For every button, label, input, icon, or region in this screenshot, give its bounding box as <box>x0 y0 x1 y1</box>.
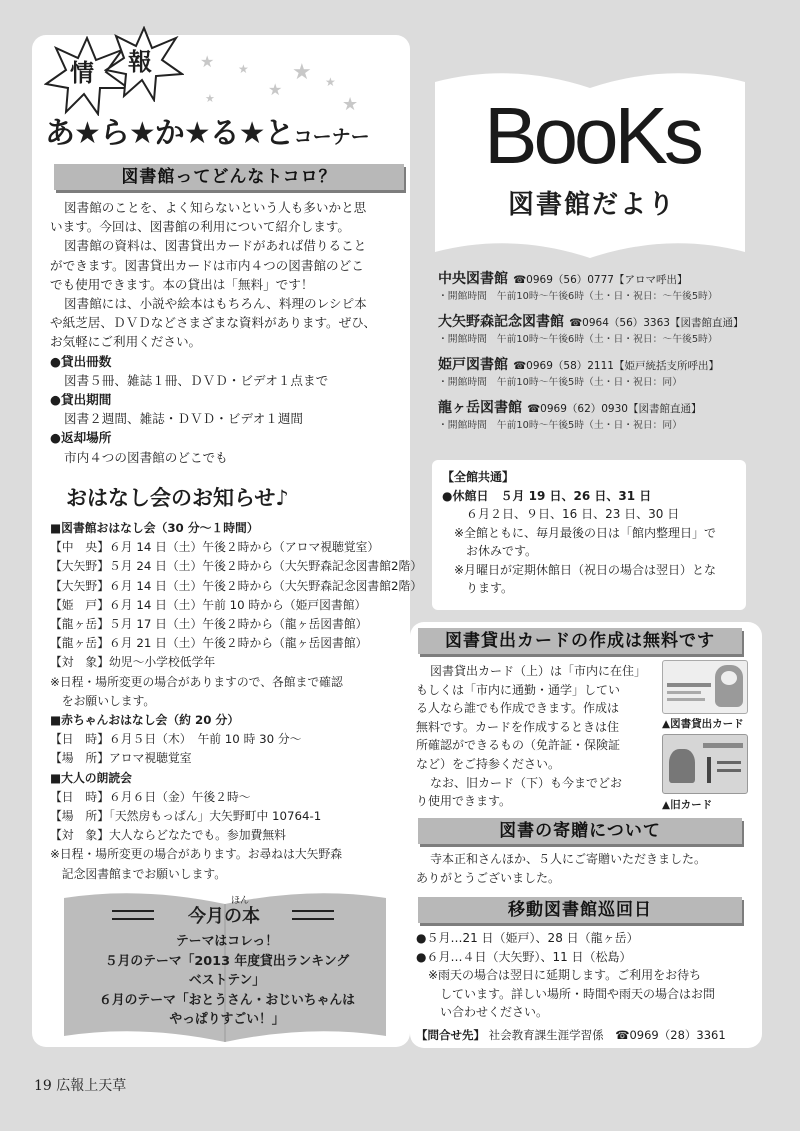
text-line: 【龍ヶ岳】６月 21 日（土）午後２時から（龍ヶ岳図書館） <box>50 636 368 651</box>
text-line: 【龍ヶ岳】５月 17 日（土）午後２時から（龍ヶ岳図書館） <box>50 617 368 632</box>
text-line: ６月２日、９日、16 日、23 日、30 日 <box>442 507 680 521</box>
text-line: ●休館日 ５月 19 日、26 日、31 日 <box>442 488 652 503</box>
star-icon: ★ <box>292 60 312 85</box>
text-line: り使用できます。 <box>416 794 512 809</box>
text-line: なお、旧カード（下）も今までどお <box>430 775 623 790</box>
text-line: ６月のテーマ「おとうさん・おじいちゃんは <box>99 992 355 1008</box>
section-heading-donation: 図書の寄贈について <box>418 818 742 844</box>
book-of-month-rule-right <box>292 910 334 920</box>
text-line: ※雨天の場合は翌日に延期します。ご利用をお待ち <box>416 968 702 983</box>
common-heading: 【全館共通】 <box>442 470 515 484</box>
book-of-month-ruby: ほん <box>231 896 250 906</box>
text-line: います。今回は、図書館の利用について紹介します。 <box>50 219 350 235</box>
library-hours: ・開館時間 午前10時～午後5時（土・日・祝日：同） <box>438 420 683 431</box>
page-number: 19 <box>34 1078 52 1094</box>
old-card-caption: ▲旧カード <box>662 799 713 811</box>
text-line: 【日 時】６月６日（金）午後２時～ <box>50 789 251 804</box>
common-info-text <box>442 468 742 598</box>
book-of-month-text <box>64 932 390 1030</box>
text-line: をお願いします。 <box>50 693 156 708</box>
text-line: しています。詳しい場所・時間や雨天の場合はお問 <box>416 986 716 1001</box>
info-value: 図書５冊、雑誌１冊、ＤＶＤ・ビデオ１点まで <box>64 372 329 388</box>
text-line: や紙芝居、ＤＶＤなどさまざまな資料があります。ぜひ、 <box>50 315 376 331</box>
text-line: 【姫 戸】６月 14 日（土）午前 10 時から（姫戸図書館） <box>50 597 367 612</box>
library-hours: ・開館時間 午前10時～午後5時（土・日・祝日：同） <box>438 377 683 388</box>
text-line: る人なら誰でも作成できます。作成は <box>416 701 620 716</box>
library-entry <box>438 397 768 440</box>
section-heading-library-intro: 図書館ってどんなトコロ？ <box>54 164 404 190</box>
text-line: ※日程・場所変更の場合がありますので、各館まで確認 <box>50 674 343 689</box>
library-tel: ☎0969（56）0777【アロマ呼出】 <box>513 274 688 286</box>
info-label: ●貸出冊数 <box>50 353 112 369</box>
text-line: ●６月…４日（大矢野）、11 日（松島） <box>416 949 632 964</box>
text-line: ります。 <box>442 581 514 595</box>
books-subtitle: 図書館だより <box>507 190 676 220</box>
badge-char-1: 情 <box>70 59 94 87</box>
text-line: 【中 央】６月 14 日（土）午後２時から（アロマ視聴覚室） <box>50 540 380 555</box>
star-icon: ★ <box>342 94 359 115</box>
text-line: 無料です。カードを作成するときは住 <box>416 719 620 734</box>
contact-line <box>416 1027 726 1043</box>
library-card-icon <box>662 660 748 714</box>
library-entry <box>438 354 768 397</box>
text-line: テーマはコレっ！ <box>176 934 278 949</box>
section-heading-card: 図書貸出カードの作成は無料です <box>418 628 742 654</box>
star-icon: ★ <box>238 62 249 76</box>
star-icon: ★ <box>205 92 215 105</box>
library-name: 龍ヶ岳図書館 <box>438 400 522 416</box>
info-value: 図書２週間、雑誌・ＤＶＤ・ビデオ１週間 <box>64 411 304 427</box>
text-line: 寺本正和さんほか、５人にご寄贈いただきました。 <box>430 852 707 866</box>
book-of-month-rule-left <box>112 910 154 920</box>
text-line: ※日程・場所変更の場合があります。お尋ねは大矢野森 <box>50 847 343 862</box>
contact-label: 【問合せ先】 <box>416 1028 485 1042</box>
info-label: ●貸出期間 <box>50 392 112 408</box>
text-line: ※全館ともに、毎月最後の日は「館内整理日」で <box>442 525 717 540</box>
storytime-text <box>50 519 423 884</box>
badge-char-2: 報 <box>128 48 152 76</box>
text-line: 図書館のことを、よく知らないという人も多いかと思 <box>64 200 367 215</box>
library-hours: ・開館時間 午前10時～午後6時（土・日・祝日：～午後5時） <box>438 334 718 345</box>
text-line: ■大人の朗読会 <box>50 770 132 785</box>
library-card-icon <box>662 734 748 794</box>
text-line: もしくは「市内に通勤・通学」してい <box>416 682 621 697</box>
text-line: 【大矢野】６月 14 日（土）午後２時から（大矢野森記念図書館2階） <box>50 578 423 593</box>
text-line: お休みです。 <box>442 544 538 558</box>
corner-title-main: あ★ら★か★る★と <box>45 116 294 151</box>
donation-text <box>416 850 756 887</box>
text-line: ベストテン」 <box>188 973 266 988</box>
text-line: 図書館には、小説や絵本はもちろん、料理のレシピ本 <box>64 296 367 312</box>
text-line: 【場 所】「天然房もっぱん」大矢野町中 10764-1 <box>50 809 322 824</box>
star-icon: ★ <box>325 75 336 89</box>
text-line: お気軽にご利用ください。 <box>50 334 202 350</box>
text-line: ※月曜日が定期休館日（祝日の場合は翌日）とな <box>442 562 717 577</box>
contact-value: 社会教育課生涯学習係 ☎0969（28）3361 <box>488 1028 726 1042</box>
books-logo: BooKs <box>484 91 700 180</box>
text-line: 図書館の資料は、図書貸出カードがあれば借りること <box>64 238 367 254</box>
text-line: 【場 所】アロマ視聴覚室 <box>50 751 192 766</box>
text-line: ■赤ちゃんおはなし会（約 20 分） <box>50 713 240 728</box>
library-name: 中央図書館 <box>438 271 508 287</box>
mobile-text <box>416 929 756 1022</box>
corner-title-suffix: コーナー <box>293 126 370 148</box>
info-value: 市内４つの図書館のどこでも <box>64 449 228 465</box>
corner-title <box>45 108 370 152</box>
text-line: ありがとうございました。 <box>416 870 561 885</box>
text-line: 記念図書館までお願いします。 <box>50 866 227 881</box>
library-tel: ☎0969（58）2111【姫戸統括支所呼出】 <box>513 360 719 372</box>
text-line: ができます。図書貸出カードは市内４つの図書館のどこ <box>50 257 364 273</box>
card-text <box>416 662 656 811</box>
library-name: 大矢野森記念図書館 <box>438 314 564 330</box>
book-of-month-title: 今月の本 <box>188 906 260 927</box>
text-line: ５月のテーマ「2013 年度貸出ランキング <box>104 953 350 969</box>
library-hours: ・開館時間 午前10時～午後6時（土・日・祝日：～午後5時） <box>438 291 718 302</box>
star-icon: ★ <box>268 80 283 99</box>
library-name: 姫戸図書館 <box>438 357 508 373</box>
library-entry <box>438 268 768 311</box>
text-line: 【日 時】６月５日（木） 午前 10 時 30 分～ <box>50 732 302 747</box>
library-intro-text <box>50 198 406 467</box>
library-tel: ☎0969（62）0930【図書館直通】 <box>527 403 702 415</box>
text-line: ●５月…21 日（姫戸）、28 日（龍ヶ岳） <box>416 931 639 945</box>
section-heading-mobile: 移動図書館巡回日 <box>418 897 742 923</box>
library-tel: ☎0964（56）3363【図書館直通】 <box>569 317 744 329</box>
storytime-heading: おはなし会のお知らせ♪ <box>66 486 289 510</box>
text-line: やっぱりすごい！」 <box>169 1012 285 1027</box>
text-line: 図書貸出カード（上）は「市内に在住」 <box>430 664 647 678</box>
star-icon: ★ <box>200 52 215 71</box>
text-line: でも使用できます。本の貸出は「無料」です！ <box>50 276 314 292</box>
text-line: 【対 象】幼児～小学校低学年 <box>50 655 216 670</box>
publication-name: 広報上天草 <box>56 1078 127 1094</box>
text-line: など）をご持参ください。 <box>416 756 561 771</box>
text-line: ■図書館おはなし会（30 分～１時間） <box>50 521 259 535</box>
info-label: ●返却場所 <box>50 430 112 446</box>
text-line: 【対 象】大人ならどなたでも。参加費無料 <box>50 828 286 843</box>
text-line: 所確認ができるもの（免許証・保険証 <box>416 738 621 753</box>
page-footer <box>34 1075 126 1095</box>
library-entry <box>438 311 768 354</box>
new-card-caption: ▲図書貸出カード <box>662 718 744 730</box>
library-list <box>438 268 768 440</box>
text-line: い合わせください。 <box>416 1005 549 1020</box>
text-line: 【大矢野】５月 24 日（土）午後２時から（大矢野森記念図書館2階） <box>50 559 423 574</box>
